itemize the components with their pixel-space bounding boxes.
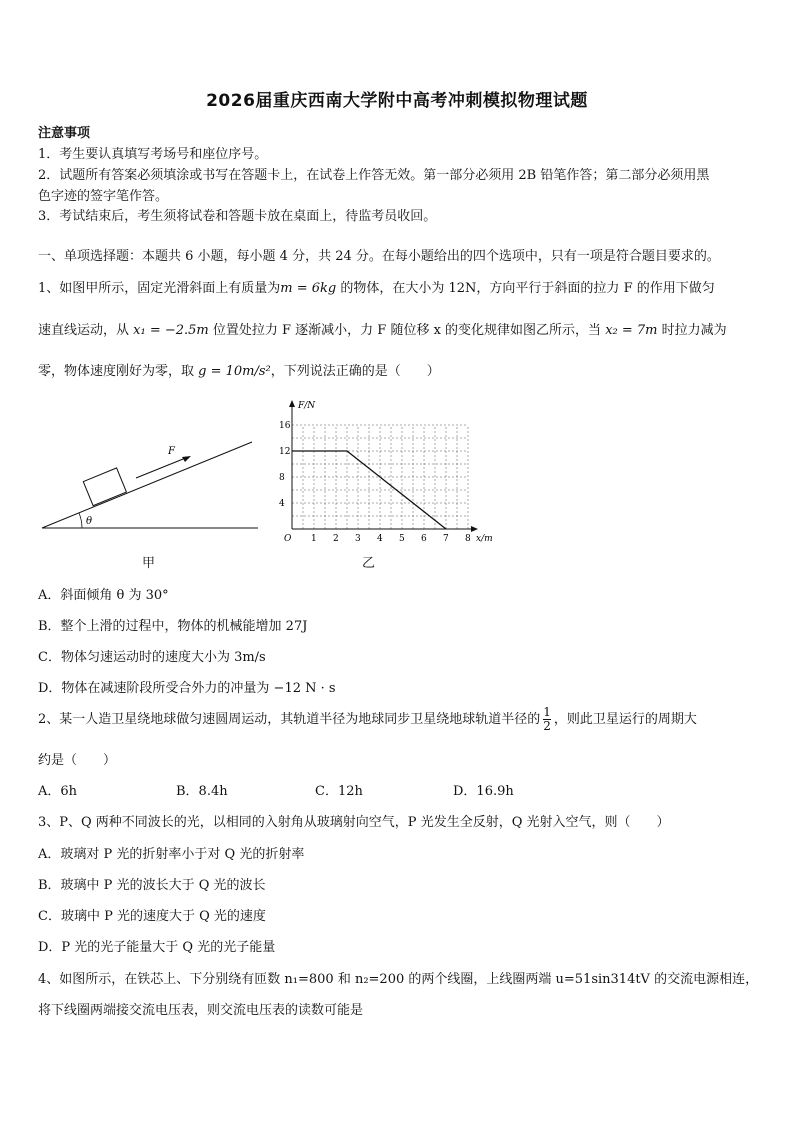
q1-text: 时拉力减为 [657,323,727,338]
force-displacement-graph [278,398,508,548]
q2-fraction-num: 1 [543,705,551,719]
q3-option-b: B．玻璃中 P 光的波长大于 Q 光的波长 [38,878,266,893]
q2-fraction [543,706,551,733]
figure-caption-left: 甲 [142,556,156,571]
q3-option-c: C．玻璃中 P 光的速度大于 Q 光的速度 [38,909,266,924]
q1-text: 位置处拉力 F 逐渐减小，力 F 随位移 x 的变化规律如图乙所示，当 [208,323,606,338]
q1-option-a: A．斜面倾角 θ 为 30° [38,588,169,603]
x-tick-label: 3 [355,534,361,544]
notice-heading: 注意事项 [38,126,91,141]
q1-text: 速直线运动，从 [38,323,134,338]
q1-g: g = 10m/s² [198,364,271,379]
q1-stem-line2 [38,319,727,338]
q2-option-b: B．8.4h [176,784,228,799]
q4-stem-line2: 将下线圈两端接交流电压表，则交流电压表的读数可能是 [38,1003,364,1018]
y-axis-arrow [289,400,295,407]
y-tick-label: 8 [279,473,285,483]
q2-option-a: A．6h [38,784,78,799]
q2-stem-line2: 约是（ ） [38,753,117,768]
y-tick-label: 16 [279,421,291,431]
q3-option-d: D．P 光的光子能量大于 Q 光的光子能量 [38,940,276,955]
q2-stem-line1 [38,706,697,733]
x-tick-label: 1 [311,534,317,544]
q2-text: ，则此卫星运行的周期大 [553,712,697,727]
angle-arc [79,513,82,528]
q1-text: 1、如图甲所示，固定光滑斜面上有质量为 [38,281,281,296]
graph-axes [284,400,493,544]
q1-option-b: B．整个上滑的过程中，物体的机械能增加 27J [38,619,308,634]
q2-option-c: C．12h [315,784,363,799]
notice-item-1: 1．考生要认真填写考场号和座位序号。 [38,147,268,162]
figure-caption-right: 乙 [362,556,376,571]
x-axis-label: x/m [476,534,493,544]
incline-figure [38,440,263,535]
x-tick-label: 2 [333,534,339,544]
q1-x2: x₂ = 7m [605,323,658,338]
x-axis-arrow [471,526,478,532]
force-label: F [168,446,175,457]
q1-text: ，下列说法正确的是（ ） [270,364,440,379]
origin-label: O [284,534,292,544]
section-heading: 一、单项选择题：本题共 6 小题，每小题 4 分，共 24 分。在每小题给出的四个选项中，只有一项是符合题目要求的。 [38,249,720,264]
y-tick-label: 4 [279,499,285,509]
y-tick-label: 12 [279,447,291,457]
q2-option-d: D．16.9h [453,784,514,799]
x-tick-label: 5 [399,534,405,544]
notice-item-2-cont: 色字迹的签字笔作答。 [38,189,169,204]
force-arrowhead [182,456,191,462]
q1-x1: x₁ = −2.5m [133,323,209,338]
q1-text: 的物体，在大小为 12N，方向平行于斜面的拉力 F 的作用下做匀 [336,281,715,296]
q1-text: 零，物体速度刚好为零，取 [38,364,199,379]
x-tick-label: 8 [465,534,471,544]
q2-fraction-den: 2 [543,719,551,733]
x-tick-label: 4 [377,534,383,544]
q3-option-a: A．玻璃对 P 光的折射率小于对 Q 光的折射率 [38,847,305,862]
x-tick-label: 7 [443,534,449,544]
notice-item-3: 3．考试结束后，考生须将试卷和答题卡放在桌面上，待监考员收回。 [38,209,437,224]
q2-text: 2、某一人造卫星绕地球做匀速圆周运动，其轨道半径为地球同步卫星绕地球轨道半径的 [38,712,541,727]
q1-option-c: C．物体匀速运动时的速度大小为 3m/s [38,650,266,665]
q1-stem-line1 [38,277,715,296]
y-axis-label: F/N [298,401,316,411]
notice-item-2: 2．试题所有答案必须填涂或书写在答题卡上，在试卷上作答无效。第一部分必须用 2B 铅笔作答；第二部分必须用黑 [38,168,710,183]
incline-surface [42,442,252,528]
angle-label: θ [86,516,93,527]
exam-title: 2026届重庆西南大学附中高考冲刺模拟物理试题 [206,91,588,111]
q1-stem-line3 [38,360,440,379]
x-tick-label: 6 [421,534,427,544]
q4-stem-line1: 4、如图所示，在铁芯上、下分别绕有匝数 n₁=800 和 n₂=200 的两个线圈，上线圈两端 u=51sin314tV 的交流电源相连， [38,972,759,987]
q3-stem: 3、P、Q 两种不同波长的光，以相同的入射角从玻璃射向空气，P 光发生全反射，Q 光射入空气，则（ ） [38,815,670,830]
force-arrow [136,457,188,478]
block [83,468,126,506]
q1-option-d: D．物体在减速阶段所受合外力的冲量为 −12 N · s [38,681,336,696]
q1-mass: m = 6kg [280,281,337,296]
